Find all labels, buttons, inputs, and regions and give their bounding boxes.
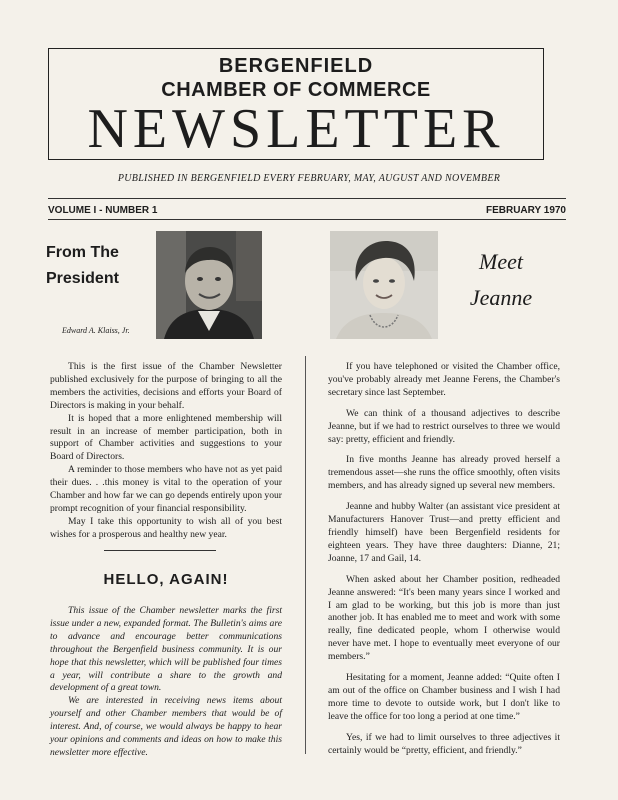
meet-jeanne-line1: Meet <box>479 249 523 274</box>
masthead-title: NEWSLETTER <box>87 98 505 160</box>
president-paragraph: A reminder to those members who have not as yet paid their dues. . .this money is vital to the operation of your Chamber and how far we can go depends entirely upon your prompt recognition of your financial responsibility. <box>50 464 282 514</box>
top-rule <box>48 198 566 199</box>
volume-number: VOLUME I - NUMBER 1 <box>48 205 158 216</box>
hello-again-text <box>50 605 282 760</box>
meet-jeanne-line2: Jeanne <box>469 285 533 310</box>
president-heading <box>46 240 146 292</box>
president-photo <box>156 231 262 339</box>
meet-jeanne-heading <box>446 244 556 316</box>
publication-schedule: PUBLISHED IN BERGENFIELD EVERY FEBRUARY, MAY, AUGUST AND NOVEMBER <box>117 173 501 184</box>
jeanne-paragraph: Hesitating for a moment, Jeanne added: “Quite often I am out of the office on Chamber business and I wish I had more time to devote to outside work, but I don't like to leave the office for too long a period at one time.” <box>328 672 560 722</box>
column-divider <box>305 356 306 754</box>
jeanne-paragraph: In five months Jeanne has already proved herself a tremendous asset—she runs the office smoothly, often visits members, and has already signed up several new members. <box>328 454 560 492</box>
hello-again-heading: HELLO, AGAIN! <box>103 571 229 588</box>
jeanne-paragraph: Yes, if we had to limit ourselves to three adjectives it certainly would be “pretty, efficient, and friendly.” <box>328 731 560 756</box>
header-rule <box>48 219 566 220</box>
issue-date: FEBRUARY 1970 <box>485 205 566 216</box>
president-heading-line2: President <box>46 270 119 287</box>
jeanne-paragraph: If you have telephoned or visited the Chamber office, you've probably already met Jeanne Ferens, the Chamber's secretary since last September. <box>328 361 560 398</box>
jeanne-paragraph: We can think of a thousand adjectives to describe Jeanne, but if we had to restrict ourselves to three we would say: pretty, efficient and friendly. <box>328 407 560 445</box>
president-paragraph: It is hoped that a more enlightened membership will result in an increase of member participation, both in support of Chamber activities and suggestions to your Board of Directors. <box>50 412 282 463</box>
hello-paragraph: This issue of the Chamber newsletter marks the first issue under a new, expanded format. The Bulletin's aims are to advance and encourage better communications throughout the Bergenfield business community. It is our hope that this newsletter, which will be published four times a year, will contribute a share to the growth and development of a great town. <box>50 605 282 694</box>
hello-paragraph: We are interested in receiving news items about yourself and other Chamber members that would be of interest. And, of course, we would always be happy to hear your opinions and comments and ideas on how to make this newsletter more effective. <box>50 695 282 758</box>
jeanne-paragraph: Jeanne and hubby Walter (an assistant vice president at Manufacturers Hanover Trust—and pretty efficient and friendly himself) have been Bergenfield residents for eighteen years. They have three daughters: Dianne, 21; Joanne, 17 and Gail, 14. <box>328 501 560 564</box>
president-photo-caption: Edward A. Klaiss, Jr. <box>62 326 130 335</box>
president-paragraph: This is the first issue of the Chamber Newsletter published exclusively for the purpose of bringing to all the members the activities, decisions and efforts your Board of Directors is making in your behalf. <box>50 361 282 411</box>
president-heading-line1: From The <box>46 244 119 261</box>
president-message <box>50 361 282 542</box>
masthead-organization: CHAMBER OF COMMERCE <box>161 79 431 101</box>
jeanne-photo <box>330 231 438 339</box>
masthead <box>48 48 544 160</box>
president-paragraph: May I take this opportunity to wish all of you best wishes for a prosperous and healthy new year. <box>50 515 282 540</box>
section-divider <box>104 550 216 551</box>
jeanne-paragraph: When asked about her Chamber position, redheaded Jeanne answered: “It's been many years since I worked and I am glad to be working, but this job is more than just another job. It has enabled me to meet and work with some really, fine dedicated people, whom I otherwise would never have met. I hope to eventually meet everyone of our members.” <box>328 573 560 663</box>
jeanne-article <box>328 361 560 765</box>
masthead-town: BERGENFIELD <box>218 55 374 77</box>
